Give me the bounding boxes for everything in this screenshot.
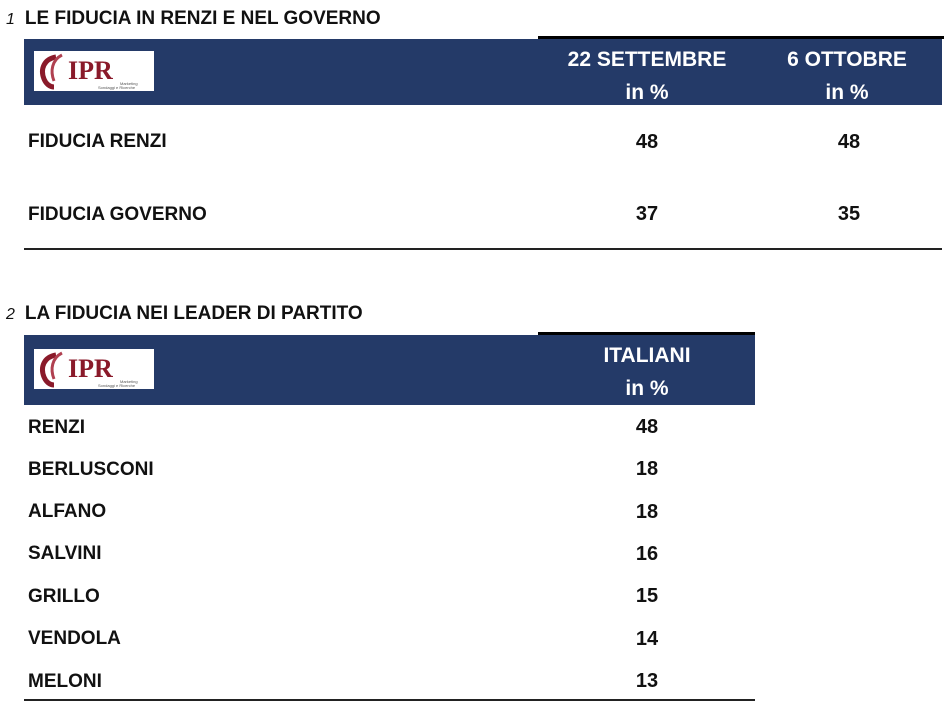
table2-cell: 16 [635, 543, 659, 565]
logo-sub1: Marketing [120, 81, 138, 86]
table2-cell: 15 [635, 585, 659, 607]
logo-text: IPR [68, 354, 113, 383]
table1-col-1-label: 6 OTTOBRE [787, 48, 907, 71]
table2-cell: 18 [635, 501, 659, 523]
table1-row-label: FIDUCIA RENZI [28, 131, 167, 152]
table2-row-label: SALVINI [28, 543, 102, 564]
table1-title [6, 8, 381, 30]
table2-row-label: GRILLO [28, 586, 100, 607]
table1-cell: 48 [635, 131, 659, 153]
table1-bottom-rule [24, 248, 942, 250]
table2-header [24, 335, 755, 405]
table1-col-1-unit: in % [825, 81, 869, 104]
table2-row-label: BERLUSCONI [28, 459, 154, 480]
table1-col-0 [544, 43, 750, 109]
table2-row-label: ALFANO [28, 501, 107, 522]
table2-row-label: MELONI [28, 671, 102, 692]
logo-sub1: Marketing [120, 379, 138, 384]
table1-row-label: FIDUCIA GOVERNO [28, 204, 207, 225]
table2-bottom-rule [24, 699, 755, 701]
table2-col [544, 339, 750, 405]
table2-cell: 48 [635, 416, 659, 438]
table2-col-unit: in % [625, 377, 669, 400]
table2-row-label: VENDOLA [28, 628, 121, 649]
table1-col-0-label: 22 SETTEMBRE [567, 48, 727, 71]
table2-row-label: RENZI [28, 417, 85, 438]
table1-col-1 [752, 43, 942, 109]
table1-number: 1 [6, 11, 15, 28]
ipr-logo [34, 349, 154, 389]
logo-text: IPR [68, 56, 113, 85]
table2-title [6, 303, 363, 325]
table1-cell: 35 [837, 203, 861, 225]
table2-col-label: ITALIANI [603, 344, 691, 367]
table1-cell: 37 [635, 203, 659, 225]
table1-title-text: LE FIDUCIA IN RENZI E NEL GOVERNO [24, 8, 381, 29]
table2-title-text: LA FIDUCIA NEI LEADER DI PARTITO [24, 303, 363, 324]
table1-col-0-unit: in % [625, 81, 669, 104]
table1-header [24, 39, 942, 105]
table2-cell: 14 [635, 628, 659, 650]
ipr-logo [34, 51, 154, 91]
logo-sub2: Sondaggi e Ricerche [98, 85, 136, 90]
logo-sub2: Sondaggi e Ricerche [98, 383, 136, 388]
table2-number: 2 [6, 306, 15, 323]
table2-cell: 13 [635, 670, 659, 692]
table2-cell: 18 [635, 458, 659, 480]
table1-cell: 48 [837, 131, 861, 153]
